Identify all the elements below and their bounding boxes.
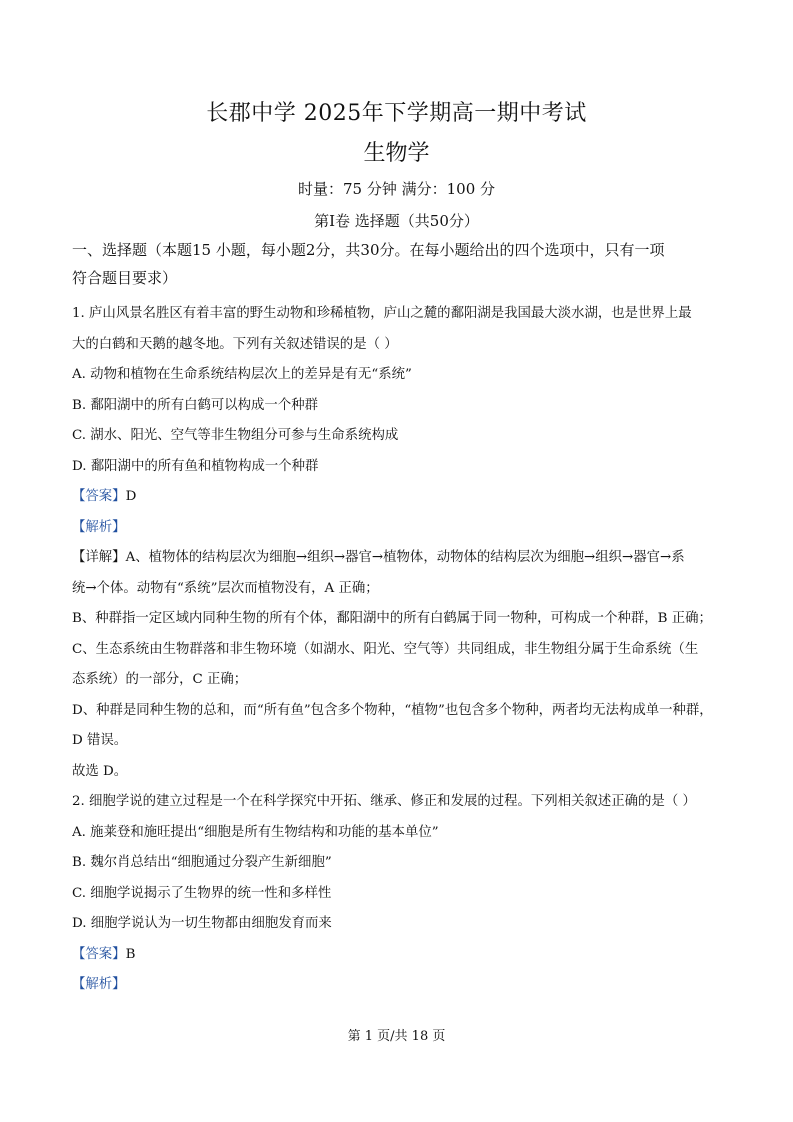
q2-answer	[72, 943, 724, 974]
q1-detail-line-3: B、种群指一定区域内同种生物的所有个体，鄱阳湖中的所有白鹤属于同一物种，可构成一个种群，B 正确；	[72, 611, 712, 626]
q2-option-c: C. 细胞学说揭示了生物界的统一性和多样性	[72, 885, 332, 901]
q1-stem-line-1: 1. 庐山风景名胜区有着丰富的野生动物和珍稀植物，庐山之麓的鄱阳湖是我国最大淡水湖，也是世界上最	[72, 306, 692, 321]
question-content	[72, 302, 724, 1004]
section-heading	[72, 236, 722, 292]
q2-analysis-tag: 【解析】	[72, 977, 126, 992]
q1-detail-line-5: 态系统）的一部分，C 正确；	[72, 672, 248, 687]
q1-option-a: A. 动物和植物在生命系统结构层次上的差异是有无“系统”	[72, 367, 412, 382]
subject-title: 生物学	[363, 141, 430, 166]
part-title: 第Ⅰ卷 选择题（共50分）	[314, 212, 479, 230]
q1-option-b: B. 鄱阳湖中的所有白鹤可以构成一个种群	[72, 397, 318, 413]
section-heading-line-2: 符合题目要求）	[72, 269, 178, 287]
q1-conclusion: 故选 D。	[72, 763, 128, 779]
page-number: 第 1 页/共 18 页	[347, 1029, 446, 1044]
q2-option-d: D. 细胞学说认为一切生物都由细胞发育而来	[72, 916, 332, 931]
q1-detail-label: 【详解】	[72, 550, 126, 565]
q1-option-c: C. 湖水、阳光、空气等非生物组分可参与生命系统构成	[72, 428, 399, 443]
q1-detail-line-4: C、生态系统由生物群落和非生物环境（如湖水、阳光、空气等）共同组成，非生物组分属于生命系统（生	[72, 641, 699, 657]
exam-title: 长郡中学 2025年下学期高一期中考试	[206, 101, 587, 126]
q1-detail-line-2: 统→个体。动物有“系统”层次而植物没有，A 正确；	[72, 580, 379, 596]
q2-answer-label: 【答案】	[72, 946, 126, 962]
q2-answer-value: B	[125, 946, 136, 962]
q1-analysis-label	[72, 516, 724, 547]
q1-answer	[72, 485, 724, 516]
q2-option-a: A. 施莱登和施旺提出“细胞是所有生物结构和功能的基本单位”	[72, 824, 439, 840]
q2-option-b: B. 魏尔肖总结出“细胞通过分裂产生新细胞”	[72, 855, 332, 870]
q1-detail-line-6: D、种群是同种生物的总和，而“所有鱼”包含多个物种，“植物”也包含多个物种，两者均无法构成单一种群，	[72, 702, 713, 718]
q1-answer-label: 【答案】	[72, 489, 126, 504]
q1-option-d: D. 鄱阳湖中的所有鱼和植物构成一个种群	[72, 458, 319, 474]
q2-stem: 2. 细胞学说的建立过程是一个在科学探究中开拓、继承、修正和发展的过程。下列相关叙述正确的是（ ）	[72, 794, 696, 809]
time-score-info: 时量：75 分钟 满分：100 分	[297, 180, 496, 198]
section-heading-line-1: 一、选择题（本题15 小题，每小题2分，共30分。在每小题给出的四个选项中，只有一项	[72, 241, 665, 259]
q1-analysis-tag: 【解析】	[72, 519, 126, 535]
q1-stem-line-2: 大的白鹤和天鹅的越冬地。下列有关叙述错误的是（ ）	[72, 336, 398, 352]
q2-analysis-label	[72, 973, 724, 1004]
q1-detail-line-7: D 错误。	[72, 733, 128, 748]
q1-answer-value: D	[125, 489, 137, 504]
q1-detail-text-1: A、植物体的结构层次为细胞→组织→器官→植物体，动物体的结构层次为细胞→组织→器官→系	[125, 550, 685, 565]
q1-detail-line-1	[72, 546, 724, 577]
